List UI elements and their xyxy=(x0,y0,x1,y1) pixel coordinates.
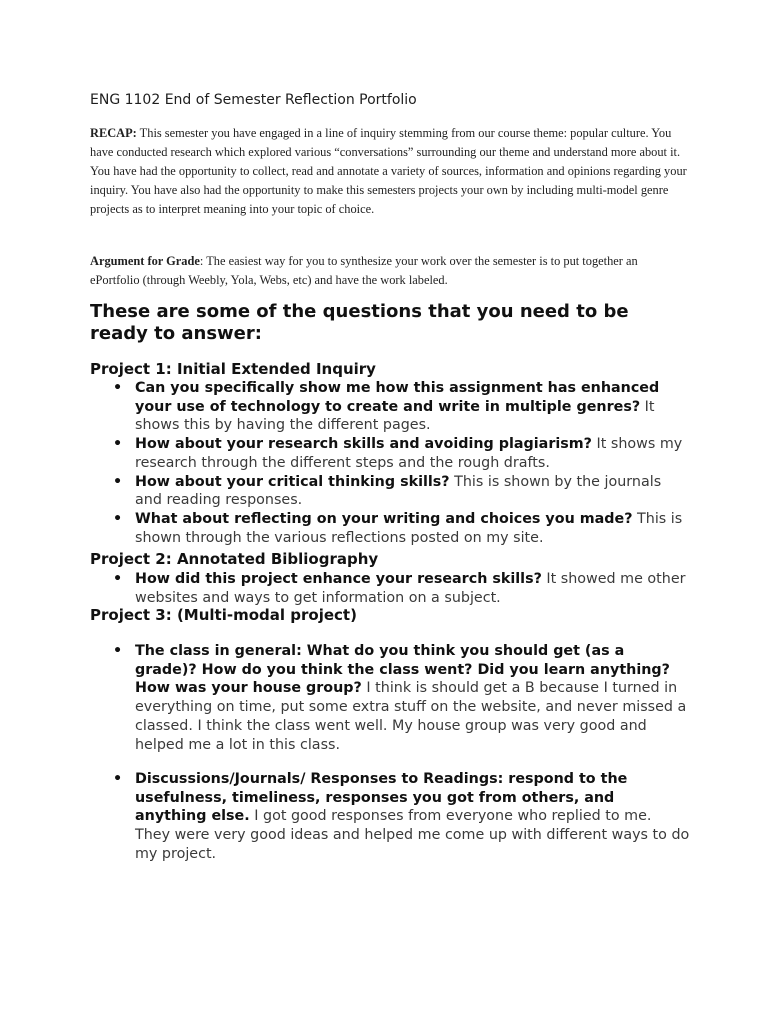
bullet-icon: • xyxy=(113,473,123,490)
answer-text: It shows my research through the different steps and the rough drafts. xyxy=(135,436,683,471)
recap-text: This semester you have engaged in a line of inquiry stemming from our course theme: popular culture. You have conducted research which explored various “conversations” surrounding our theme and understand more about it. You have had the opportunity to collect, read and annotate a variety of sources, information and opinions regarding your inquiry. You have also had the opportunity to make this semesters projects your own by including multi-model genre projects as to interpret meaning into your topic of choice. xyxy=(90,126,687,216)
recap-label: RECAP: xyxy=(90,126,137,140)
bullet-icon: • xyxy=(113,771,123,787)
question-text: How about your research skills and avoiding plagiarism? xyxy=(135,436,592,453)
question-text: How did this project enhance your research skills? xyxy=(135,571,542,587)
list-item xyxy=(90,473,690,510)
question-text: What about reflecting on your writing and choices you made? xyxy=(135,510,633,527)
question-text: The class in general: What do you think you should get (as a grade)? How do you think the class went? Did you learn anything? How was your house group? xyxy=(135,643,670,697)
argument-label: Argument for Grade xyxy=(90,254,200,268)
question-text: Discussions/Journals/ Responses to Readings: respond to the usefulness, timeliness, responses you got from others, and anything else. xyxy=(135,771,628,825)
project-3-questions xyxy=(90,642,690,754)
recap-paragraph xyxy=(90,124,690,219)
project-3-questions-continued xyxy=(90,770,690,864)
list-item xyxy=(90,642,690,754)
answer-text: It showed me other websites and ways to get information on a subject. xyxy=(135,571,686,606)
project-2-heading: Project 2: Annotated Bibliography xyxy=(90,550,379,568)
answer-text: I got good responses from everyone who replied to me. They were very good ideas and helped me come up with different ways to do my project. xyxy=(135,808,690,862)
answer-text: I think is should get a B because I turned in everything on time, put some extra stuff on the website, and never missed a classed. I think the class went well. My house group was very good and helped me a lot in this class. xyxy=(135,680,687,753)
bullet-icon: • xyxy=(113,380,123,396)
argument-text: : The easiest way for you to synthesize your work over the semester is to put together an ePortfolio (through Weebly, Yola, Webs, etc) and have the work labeled. xyxy=(90,254,638,287)
project-1-heading: Project 1: Initial Extended Inquiry xyxy=(90,360,376,378)
answer-text: This is shown through the various reflections posted on my site. xyxy=(135,510,683,546)
list-item xyxy=(90,379,690,435)
answer-text: This is shown by the journals and reading responses. xyxy=(135,473,662,509)
argument-paragraph xyxy=(90,252,690,290)
bullet-icon: • xyxy=(113,510,123,527)
question-text: Can you specifically show me how this assignment has enhanced your use of technology to create and write in multiple genres? xyxy=(135,380,660,415)
answer-text: It shows this by having the different pages. xyxy=(135,398,655,434)
document-title: ENG 1102 End of Semester Reflection Portfolio xyxy=(90,92,417,108)
bullet-icon: • xyxy=(113,643,123,659)
questions-heading: These are some of the questions that you need to be ready to answer: xyxy=(90,301,629,344)
list-item xyxy=(90,510,690,547)
project-2-questions xyxy=(90,570,690,607)
list-item xyxy=(90,770,690,864)
list-item xyxy=(90,435,690,472)
question-text: How about your critical thinking skills? xyxy=(135,473,450,490)
list-item xyxy=(90,570,690,607)
bullet-icon: • xyxy=(113,436,123,453)
project-3-heading: Project 3: (Multi-modal project) xyxy=(90,606,357,624)
bullet-icon: • xyxy=(113,571,123,587)
project-1-questions xyxy=(90,379,690,547)
